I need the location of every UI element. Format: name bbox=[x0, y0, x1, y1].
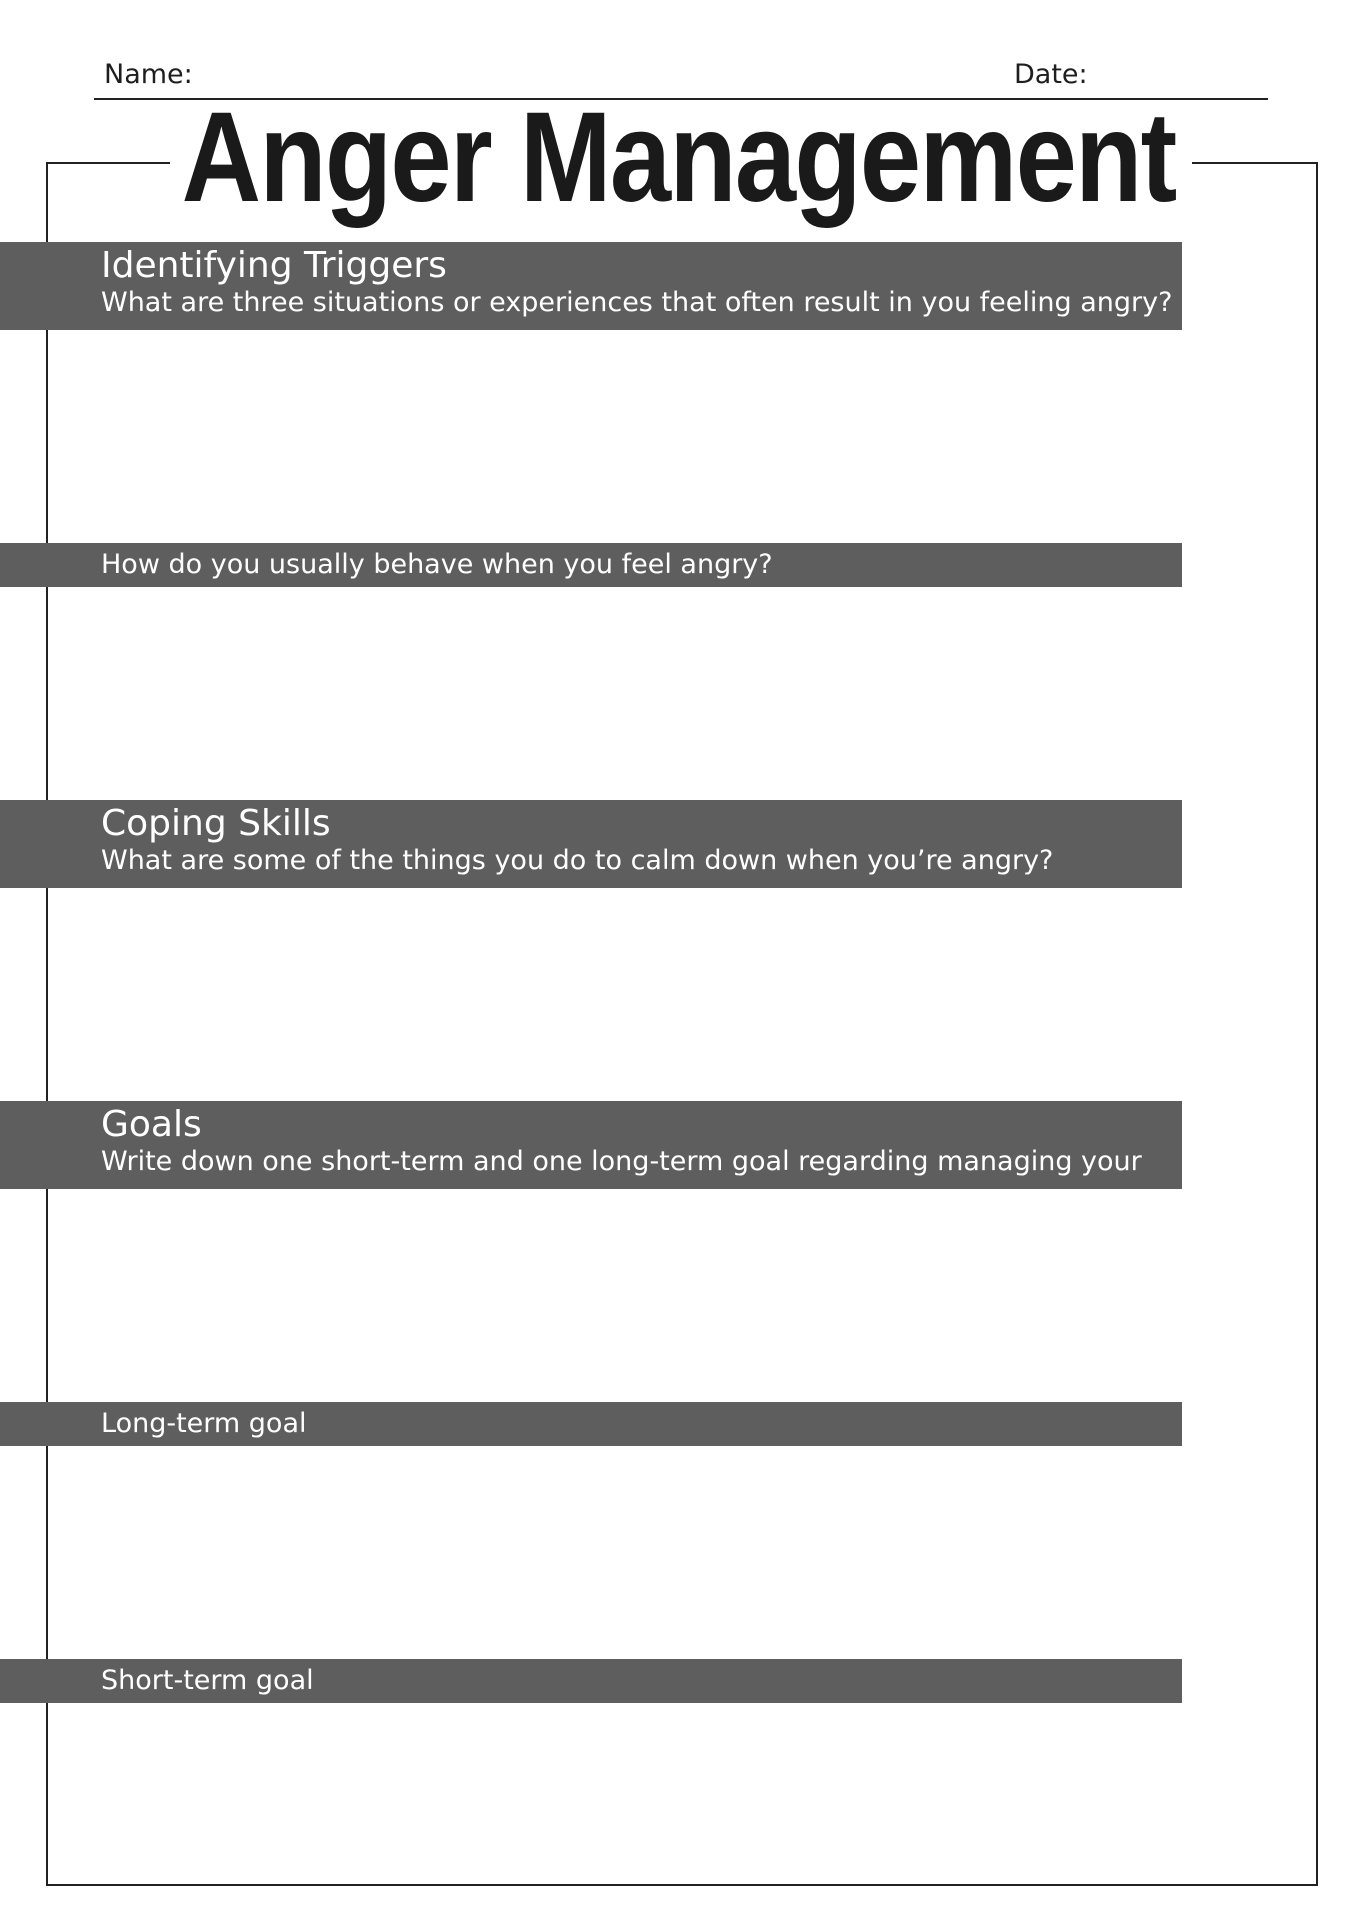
section-question: How do you usually behave when you feel angry? bbox=[101, 549, 773, 580]
section-long-term-goal bbox=[0, 1402, 1182, 1446]
section-heading: Coping Skills bbox=[101, 803, 331, 844]
section-heading: Identifying Triggers bbox=[101, 245, 447, 286]
date-field-label: Date: bbox=[1014, 59, 1088, 90]
frame-border-bottom bbox=[46, 1884, 1318, 1886]
section-question: What are some of the things you do to calm down when you’re angry? bbox=[101, 845, 1054, 876]
frame-border-top-left bbox=[46, 162, 170, 164]
frame-border-top-right bbox=[1192, 162, 1318, 164]
section-goals bbox=[0, 1101, 1182, 1211]
section-question: What are three situations or experiences that often result in you feeling angry? bbox=[101, 287, 1173, 318]
frame-border-left bbox=[46, 162, 48, 1886]
name-field-label: Name: bbox=[104, 59, 193, 90]
section-behavior-question bbox=[0, 543, 1182, 587]
section-coping-skills bbox=[0, 800, 1182, 888]
section-identifying-triggers bbox=[0, 242, 1182, 330]
section-question: Write down one short-term and one long-term goal regarding managing your anger. bbox=[101, 1146, 1142, 1211]
section-short-term-goal bbox=[0, 1659, 1182, 1703]
frame-border-right bbox=[1316, 162, 1318, 1886]
section-question: Short-term goal bbox=[101, 1665, 314, 1696]
section-question: Long-term goal bbox=[101, 1408, 307, 1439]
page-title: Anger Management bbox=[181, 86, 1176, 229]
section-heading: Goals bbox=[101, 1104, 202, 1145]
